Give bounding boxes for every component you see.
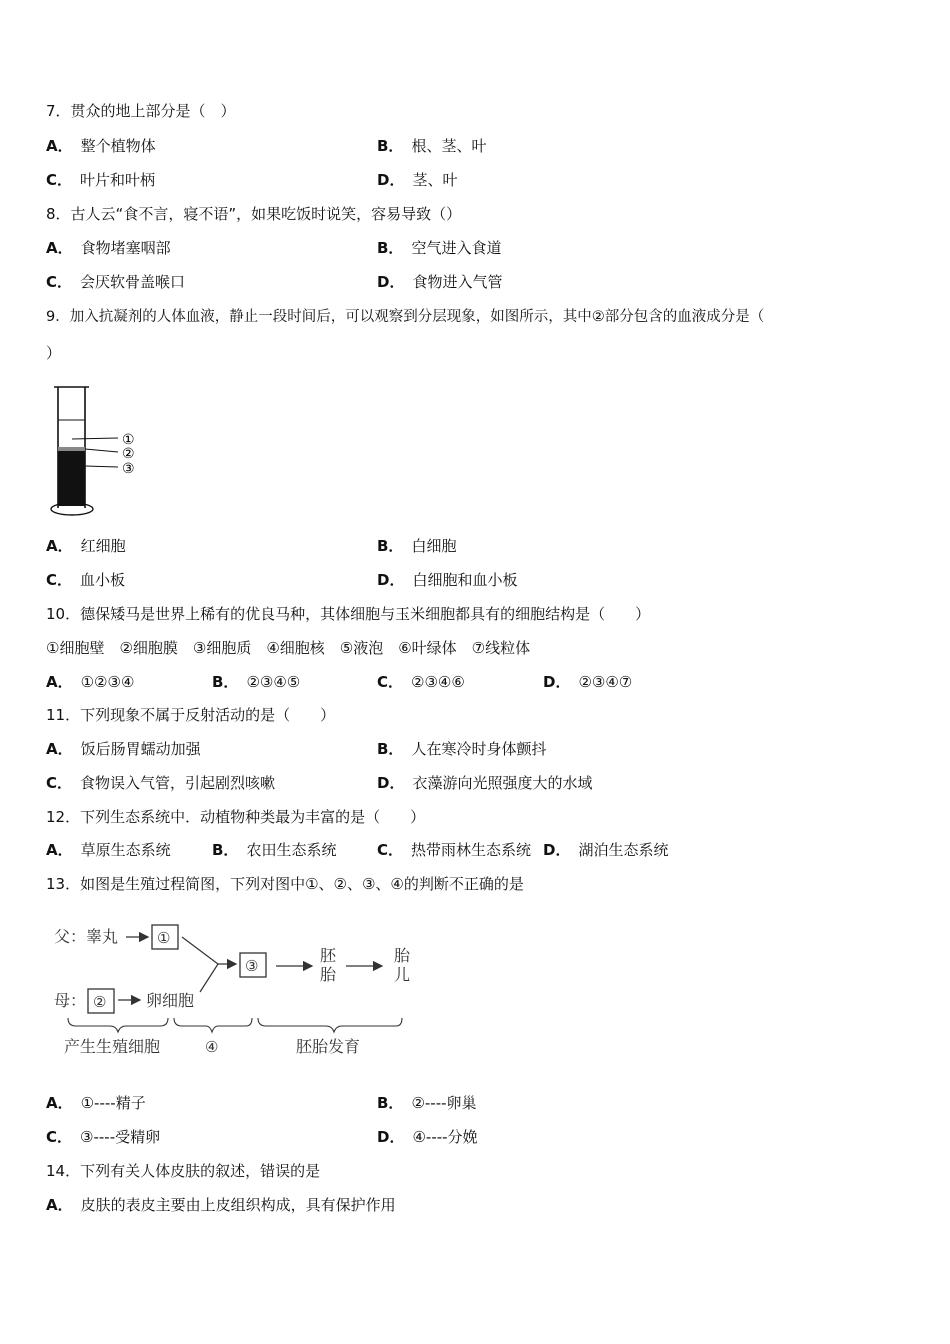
option-letter: D． — [543, 841, 571, 859]
option-letter: C． — [46, 571, 73, 589]
q10-option-b[interactable] — [212, 672, 300, 692]
option-letter: B． — [212, 841, 239, 859]
q7-option-a[interactable] — [46, 136, 156, 156]
question-14-stem: 14．下列有关人体皮肤的叙述，错误的是 — [46, 1162, 321, 1180]
label-1: ① — [122, 432, 135, 448]
box-2-label: ② — [93, 993, 107, 1011]
option-letter: D． — [377, 571, 405, 589]
mother-label: 母： — [54, 991, 87, 1010]
option-text: ②③④⑦ — [578, 673, 633, 691]
option-text: 白细胞 — [411, 537, 457, 555]
option-letter: A． — [46, 841, 73, 859]
q13-option-c[interactable] — [46, 1127, 160, 1147]
q13-option-b[interactable] — [377, 1093, 477, 1113]
fetus-label-2: 儿 — [394, 965, 411, 984]
option-text: 茎、叶 — [412, 171, 458, 189]
q8-option-d[interactable] — [377, 272, 502, 292]
option-text: 红细胞 — [80, 537, 126, 555]
option-letter: B． — [212, 673, 239, 691]
q9-option-b[interactable] — [377, 536, 456, 556]
option-letter: A． — [46, 673, 73, 691]
option-letter: A． — [46, 740, 73, 758]
option-letter: C． — [46, 171, 73, 189]
q9-option-d[interactable] — [377, 570, 517, 590]
option-letter: B． — [377, 537, 404, 555]
q13-option-d[interactable] — [377, 1127, 478, 1147]
question-13-stem: 13．如图是生殖过程简图，下列对图中①、②、③、④的判断不正确的是 — [46, 875, 524, 893]
question-9-stem-cont: ） — [46, 344, 62, 362]
q11-option-a[interactable] — [46, 739, 201, 759]
option-text: 湖泊生态系统 — [578, 841, 669, 859]
embryo-label-1: 胚 — [320, 946, 337, 965]
option-text: 皮肤的表皮主要由上皮组织构成，具有保护作用 — [80, 1196, 396, 1214]
blood-tube-figure — [44, 384, 154, 520]
option-text: ②③④⑥ — [411, 673, 465, 691]
option-letter: A． — [46, 137, 73, 155]
option-text: 食物堵塞咽部 — [80, 239, 171, 257]
q11-option-c[interactable] — [46, 773, 275, 793]
option-letter: A． — [46, 1196, 73, 1214]
option-text: 血小板 — [80, 571, 126, 589]
test-tube — [51, 387, 93, 515]
q12-option-a[interactable] — [46, 840, 171, 860]
q11-option-b[interactable] — [377, 739, 546, 759]
question-11-stem: 11．下列现象不属于反射活动的是（ ） — [46, 706, 336, 724]
option-letter: D． — [377, 171, 405, 189]
q8-option-c[interactable] — [46, 272, 185, 292]
brace-2-label: ④ — [205, 1038, 219, 1056]
option-text: 白细胞和血小板 — [412, 571, 518, 589]
option-letter: B． — [377, 239, 404, 257]
question-10-items: ①细胞壁 ②细胞膜 ③细胞质 ④细胞核 ⑤液泡 ⑥叶绿体 ⑦线粒体 — [46, 639, 531, 657]
option-text: ①②③④ — [80, 673, 135, 691]
q7-option-b[interactable] — [377, 136, 486, 156]
option-letter: D． — [377, 273, 405, 291]
brace-1 — [68, 1018, 168, 1032]
reproduction-diagram — [50, 916, 420, 1066]
option-text: ④----分娩 — [412, 1128, 478, 1146]
q11-option-d[interactable] — [377, 773, 592, 793]
option-letter: C． — [46, 273, 73, 291]
option-text: ②③④⑤ — [246, 673, 301, 691]
option-text: 食物进入气管 — [412, 273, 503, 291]
box-3-label: ③ — [245, 957, 259, 975]
q9-option-c[interactable] — [46, 570, 125, 590]
option-text: 空气进入食道 — [411, 239, 502, 257]
option-text: ③----受精卵 — [80, 1128, 161, 1146]
option-letter: B． — [377, 740, 404, 758]
q8-option-a[interactable] — [46, 238, 171, 258]
option-text: 草原生态系统 — [80, 841, 171, 859]
option-letter: B． — [377, 1094, 404, 1112]
q7-option-d[interactable] — [377, 170, 457, 190]
question-10-stem: 10．德保矮马是世界上稀有的优良马种，其体细胞与玉米细胞都具有的细胞结构是（ ） — [46, 605, 651, 623]
label-2: ② — [122, 446, 135, 462]
option-text: 农田生态系统 — [246, 841, 337, 859]
option-text: ②----卵巢 — [411, 1094, 477, 1112]
brace-3 — [258, 1018, 402, 1032]
brace-3-label: 胚胎发育 — [296, 1037, 361, 1056]
option-text: 热带雨林生态系统 — [411, 841, 532, 859]
option-letter: C． — [46, 774, 73, 792]
option-text: 食物误入气管，引起剧烈咳嗽 — [80, 774, 276, 792]
option-letter: C． — [46, 1128, 73, 1146]
q10-option-a[interactable] — [46, 672, 134, 692]
question-7-stem: 7．贯众的地上部分是（ ） — [46, 102, 236, 120]
option-letter: D． — [543, 673, 571, 691]
box-1-label: ① — [157, 929, 171, 947]
q13-option-a[interactable] — [46, 1093, 146, 1113]
q12-option-d[interactable] — [543, 840, 668, 860]
option-letter: A． — [46, 239, 73, 257]
embryo-label-2: 胎 — [320, 965, 337, 984]
q7-option-c[interactable] — [46, 170, 155, 190]
option-text: 衣藻游向光照强度大的水域 — [412, 774, 593, 792]
option-letter: D． — [377, 1128, 405, 1146]
brace-1-label: 产生生殖细胞 — [64, 1037, 161, 1056]
q12-option-b[interactable] — [212, 840, 336, 860]
q9-option-a[interactable] — [46, 536, 126, 556]
option-text: 根、茎、叶 — [411, 137, 487, 155]
option-letter: C． — [377, 673, 404, 691]
q10-option-d[interactable] — [543, 672, 632, 692]
q14-option-a[interactable] — [46, 1195, 396, 1215]
option-letter: B． — [377, 137, 404, 155]
option-letter: A． — [46, 1094, 73, 1112]
option-letter: D． — [377, 774, 405, 792]
question-12-stem: 12．下列生态系统中．动植物种类最为丰富的是（ ） — [46, 808, 426, 826]
q12-option-c[interactable] — [377, 840, 531, 860]
option-letter: C． — [377, 841, 404, 859]
option-text: 会厌软骨盖喉口 — [80, 273, 186, 291]
option-text: 整个植物体 — [80, 137, 156, 155]
q10-option-c[interactable] — [377, 672, 465, 692]
q8-option-b[interactable] — [377, 238, 501, 258]
option-text: ①----精子 — [80, 1094, 146, 1112]
question-8-stem: 8．古人云“食不言，寝不语”，如果吃饭时说笑，容易导致（） — [46, 205, 462, 223]
fetus-label-1: 胎 — [394, 946, 411, 965]
brace-2 — [174, 1018, 252, 1032]
question-9-stem: 9．加入抗凝剂的人体血液，静止一段时间后，可以观察到分层现象，如图所示，其中②部分包含的血液成分是（ — [46, 309, 765, 325]
option-text: 人在寒冷时身体颤抖 — [411, 740, 547, 758]
option-text: 饭后肠胃蠕动加强 — [80, 740, 201, 758]
label-3: ③ — [122, 461, 135, 477]
egg-label: 卵细胞 — [146, 991, 195, 1010]
father-label: 父：睾丸 — [54, 927, 119, 946]
option-text: 叶片和叶柄 — [80, 171, 156, 189]
option-letter: A． — [46, 537, 73, 555]
